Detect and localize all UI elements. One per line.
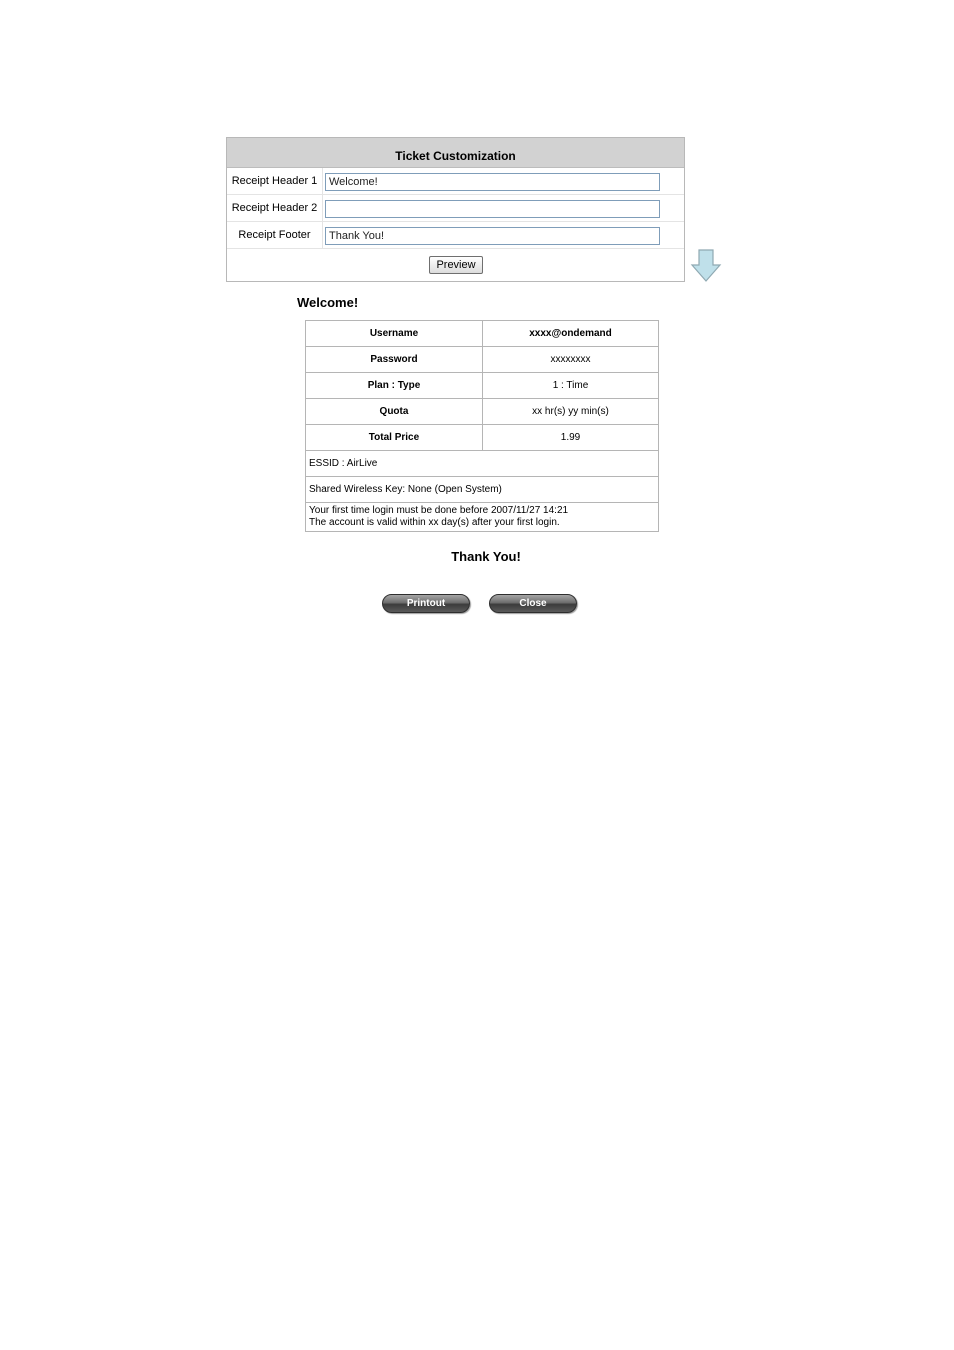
password-value: xxxxxxxx [550, 354, 591, 365]
receipt-preview [290, 287, 660, 617]
receipt-header-2-label: Receipt Header 2 [227, 195, 323, 221]
plan-type-value: 1 : Time [552, 380, 589, 391]
preview-row [227, 249, 684, 283]
receipt-footer-row [227, 222, 684, 249]
quota-value: xx hr(s) yy min(s) [532, 406, 609, 417]
login-note-line-1: Your first time login must be done before 2007/11/27 14:21 [309, 505, 569, 516]
table-row [306, 399, 658, 425]
total-price-value: 1.99 [560, 432, 581, 443]
table-row [306, 425, 658, 451]
login-note-line-2: The account is valid within xx day(s) after your first login. [309, 517, 560, 528]
password-key: Password [306, 347, 483, 372]
username-value: xxxx@ondemand [529, 328, 612, 339]
receipt-header-1-label: Receipt Header 1 [227, 168, 323, 194]
essid-row: ESSID : AirLive [306, 451, 658, 477]
table-row [306, 321, 658, 347]
quota-key: Quota [306, 399, 483, 424]
total-price-key: Total Price [306, 425, 483, 450]
panel-title: Ticket Customization [227, 138, 684, 168]
receipt-table [305, 320, 659, 532]
printout-button[interactable]: Printout [382, 594, 470, 613]
receipt-footer-label: Receipt Footer [227, 222, 323, 248]
wireless-key-row: Shared Wireless Key: None (Open System) [306, 477, 658, 503]
login-notes [306, 503, 658, 531]
table-row [306, 347, 658, 373]
plan-type-key: Plan : Type [306, 373, 483, 398]
receipt-header-1-row [227, 168, 684, 195]
receipt-header-2-row [227, 195, 684, 222]
close-button[interactable]: Close [489, 594, 577, 613]
receipt-footer-input[interactable] [325, 227, 660, 245]
preview-button[interactable]: Preview [429, 256, 483, 274]
receipt-header-1-input[interactable] [325, 173, 660, 191]
receipt-footer: Thank You! [451, 549, 521, 564]
ticket-customization-panel [226, 137, 685, 282]
username-key: Username [306, 321, 483, 346]
arrow-down-icon [690, 249, 722, 283]
receipt-header: Welcome! [297, 295, 359, 310]
receipt-header-2-input[interactable] [325, 200, 660, 218]
table-row [306, 373, 658, 399]
